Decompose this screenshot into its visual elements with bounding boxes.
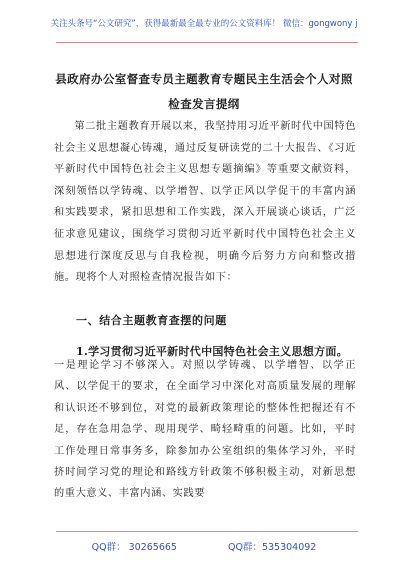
- document-title: [52, 67, 356, 117]
- subsection-paragraph: 一是理论学习不够深入。对照以学铸魂、以学增智、以学正风、以学促干的要求，在全面学习中深化对高质量发展的理解和认识还不够到位，对党的最新政策理论的整体性把握还有不足，存在急用急学、现用现学、畸轻畸重的问题。比如，平时工作处理日常事务多，除参加办公室组织的集体学习外，平时挤时间学习党的理论和路线方针政策不够积极主动，对新思想的重大意义、丰富内涵、实践要: [54, 360, 356, 500]
- header-note: 关注头条号“公文研究”，获得最新最全最专业的公文资料库！ 微信：gongwony j: [50, 19, 358, 29]
- title-line-1: 县政府办公室督查专员主题教育专题民主生活会个人对照: [55, 72, 353, 86]
- subsection-heading: 1.学习贯彻习近平新时代中国特色社会主义思想方面。: [76, 345, 348, 358]
- section-heading: 一、结合主题教育查摆的问题: [76, 314, 227, 327]
- header-divider: [56, 42, 358, 43]
- intro-paragraph-block: [54, 116, 356, 289]
- footer-qq-group-1: QQ群： 30265665: [91, 542, 177, 553]
- intro-paragraph: 第二批主题教育开展以来，我坚持用习近平新时代中国特色社会主义思想凝心铸魂，通过反复研读党的二十大报告、《习近平新时代中国特色社会主义思想专题摘编》等重要文献资料，深刻领悟以学铸魂、以学增智、以学正风以学促干的丰富内涵和实践要求，紧扣思想和工作实践，深入开展谈心谈话，广泛征求意见建议，围绕学习贯彻习近平新时代中国特色社会主义思想进行深度反思与自我检视，明确今后努力方向和整改措施。现将个人对照检查情况报告如下：: [54, 121, 356, 284]
- footer: [0, 539, 408, 553]
- title-line-2: 检查发言提纲: [168, 97, 240, 111]
- footer-divider: [56, 531, 358, 532]
- footer-qq-group-2: QQ群：535304092: [228, 542, 317, 553]
